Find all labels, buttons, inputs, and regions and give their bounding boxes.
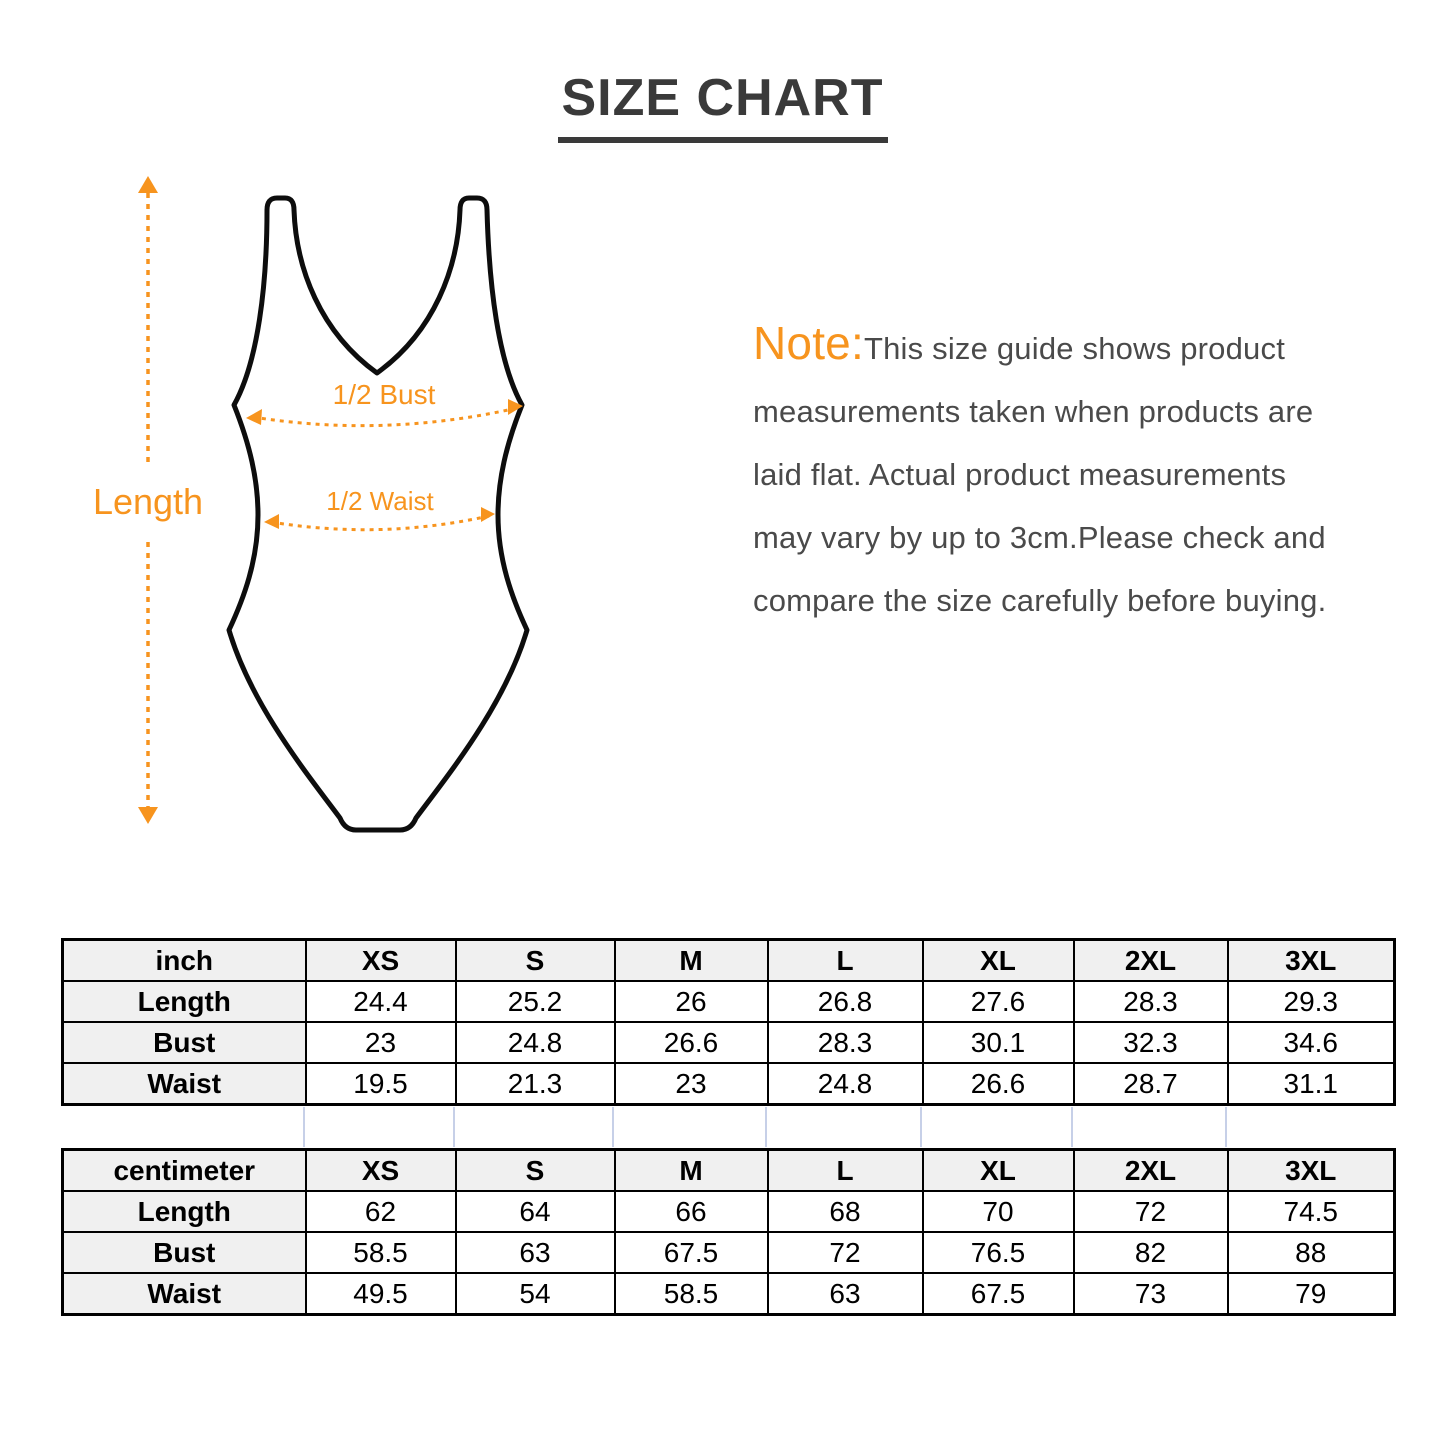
length-label: Length bbox=[92, 481, 204, 522]
size-header-cell: XL bbox=[923, 940, 1074, 982]
value-cell: 24.4 bbox=[306, 981, 456, 1022]
size-header-cell: XS bbox=[306, 940, 456, 982]
table-row bbox=[63, 1273, 1395, 1315]
size-header-cell: XS bbox=[306, 1150, 456, 1192]
value-cell: 64 bbox=[456, 1191, 615, 1232]
value-cell: 70 bbox=[923, 1191, 1074, 1232]
size-header-cell: 2XL bbox=[1074, 940, 1228, 982]
size-header-cell: XL bbox=[923, 1150, 1074, 1192]
grid-line bbox=[920, 1107, 922, 1147]
value-cell: 74.5 bbox=[1228, 1191, 1395, 1232]
grid-line bbox=[453, 1107, 455, 1147]
value-cell: 88 bbox=[1228, 1232, 1395, 1273]
note-line: may vary by up to 3cm.Please check and bbox=[753, 520, 1326, 555]
size-header-cell: S bbox=[456, 940, 615, 982]
table-row bbox=[63, 1022, 1395, 1063]
value-cell: 68 bbox=[768, 1191, 923, 1232]
grid-line bbox=[765, 1107, 767, 1147]
table-row bbox=[63, 1191, 1395, 1232]
grid-line bbox=[1225, 1107, 1227, 1147]
value-cell: 23 bbox=[615, 1063, 768, 1105]
value-cell: 23 bbox=[306, 1022, 456, 1063]
row-label-cell: Length bbox=[63, 981, 306, 1022]
size-header-cell: 2XL bbox=[1074, 1150, 1228, 1192]
value-cell: 30.1 bbox=[923, 1022, 1074, 1063]
size-header-cell: L bbox=[768, 1150, 923, 1192]
value-cell: 72 bbox=[768, 1232, 923, 1273]
table-row bbox=[63, 1232, 1395, 1273]
value-cell: 58.5 bbox=[306, 1232, 456, 1273]
size-header-cell: 3XL bbox=[1228, 940, 1395, 982]
value-cell: 62 bbox=[306, 1191, 456, 1232]
value-cell: 76.5 bbox=[923, 1232, 1074, 1273]
unit-header-cell: centimeter bbox=[63, 1150, 306, 1192]
value-cell: 31.1 bbox=[1228, 1063, 1395, 1105]
page-title-wrap bbox=[0, 68, 1445, 143]
page-title: SIZE CHART bbox=[558, 68, 888, 143]
value-cell: 27.6 bbox=[923, 981, 1074, 1022]
swimsuit-diagram bbox=[80, 158, 660, 863]
value-cell: 34.6 bbox=[1228, 1022, 1395, 1063]
note-line-text: This size guide shows product bbox=[863, 331, 1286, 366]
value-cell: 54 bbox=[456, 1273, 615, 1315]
table-row bbox=[63, 1063, 1395, 1105]
value-cell: 67.5 bbox=[615, 1232, 768, 1273]
value-cell: 58.5 bbox=[615, 1273, 768, 1315]
value-cell: 28.3 bbox=[768, 1022, 923, 1063]
table-header-row bbox=[63, 1150, 1395, 1192]
value-cell: 32.3 bbox=[1074, 1022, 1228, 1063]
value-cell: 28.7 bbox=[1074, 1063, 1228, 1105]
row-label-cell: Bust bbox=[63, 1232, 306, 1273]
size-header-cell: S bbox=[456, 1150, 615, 1192]
table-row bbox=[63, 981, 1395, 1022]
value-cell: 82 bbox=[1074, 1232, 1228, 1273]
value-cell: 28.3 bbox=[1074, 981, 1228, 1022]
waist-label: 1/2 Waist bbox=[326, 486, 434, 516]
value-cell: 26 bbox=[615, 981, 768, 1022]
value-cell: 66 bbox=[615, 1191, 768, 1232]
row-label-cell: Bust bbox=[63, 1022, 306, 1063]
note-line: laid flat. Actual product measurements bbox=[753, 457, 1287, 492]
value-cell: 19.5 bbox=[306, 1063, 456, 1105]
centimeter-size-table bbox=[61, 1148, 1396, 1316]
table-gap-gridlines bbox=[61, 1107, 1393, 1147]
value-cell: 24.8 bbox=[768, 1063, 923, 1105]
note-line: compare the size carefully before buying. bbox=[753, 583, 1327, 618]
size-header-cell: 3XL bbox=[1228, 1150, 1395, 1192]
row-label-cell: Waist bbox=[63, 1273, 306, 1315]
value-cell: 63 bbox=[456, 1232, 615, 1273]
value-cell: 67.5 bbox=[923, 1273, 1074, 1315]
value-cell: 26.8 bbox=[768, 981, 923, 1022]
value-cell: 26.6 bbox=[615, 1022, 768, 1063]
value-cell: 29.3 bbox=[1228, 981, 1395, 1022]
grid-line bbox=[1071, 1107, 1073, 1147]
value-cell: 63 bbox=[768, 1273, 923, 1315]
value-cell: 26.6 bbox=[923, 1063, 1074, 1105]
note-paragraph bbox=[753, 312, 1413, 632]
value-cell: 72 bbox=[1074, 1191, 1228, 1232]
value-cell: 79 bbox=[1228, 1273, 1395, 1315]
note-prefix: Note: bbox=[753, 317, 864, 369]
inch-size-table bbox=[61, 938, 1396, 1106]
size-header-cell: M bbox=[615, 940, 768, 982]
grid-line bbox=[612, 1107, 614, 1147]
row-label-cell: Waist bbox=[63, 1063, 306, 1105]
value-cell: 73 bbox=[1074, 1273, 1228, 1315]
size-header-cell: M bbox=[615, 1150, 768, 1192]
row-label-cell: Length bbox=[63, 1191, 306, 1232]
value-cell: 24.8 bbox=[456, 1022, 615, 1063]
table-header-row bbox=[63, 940, 1395, 982]
unit-header-cell: inch bbox=[63, 940, 306, 982]
grid-line bbox=[303, 1107, 305, 1147]
note-line bbox=[753, 312, 1413, 380]
bust-label: 1/2 Bust bbox=[332, 379, 436, 410]
value-cell: 49.5 bbox=[306, 1273, 456, 1315]
note-line: measurements taken when products are bbox=[753, 394, 1314, 429]
value-cell: 21.3 bbox=[456, 1063, 615, 1105]
value-cell: 25.2 bbox=[456, 981, 615, 1022]
size-header-cell: L bbox=[768, 940, 923, 982]
